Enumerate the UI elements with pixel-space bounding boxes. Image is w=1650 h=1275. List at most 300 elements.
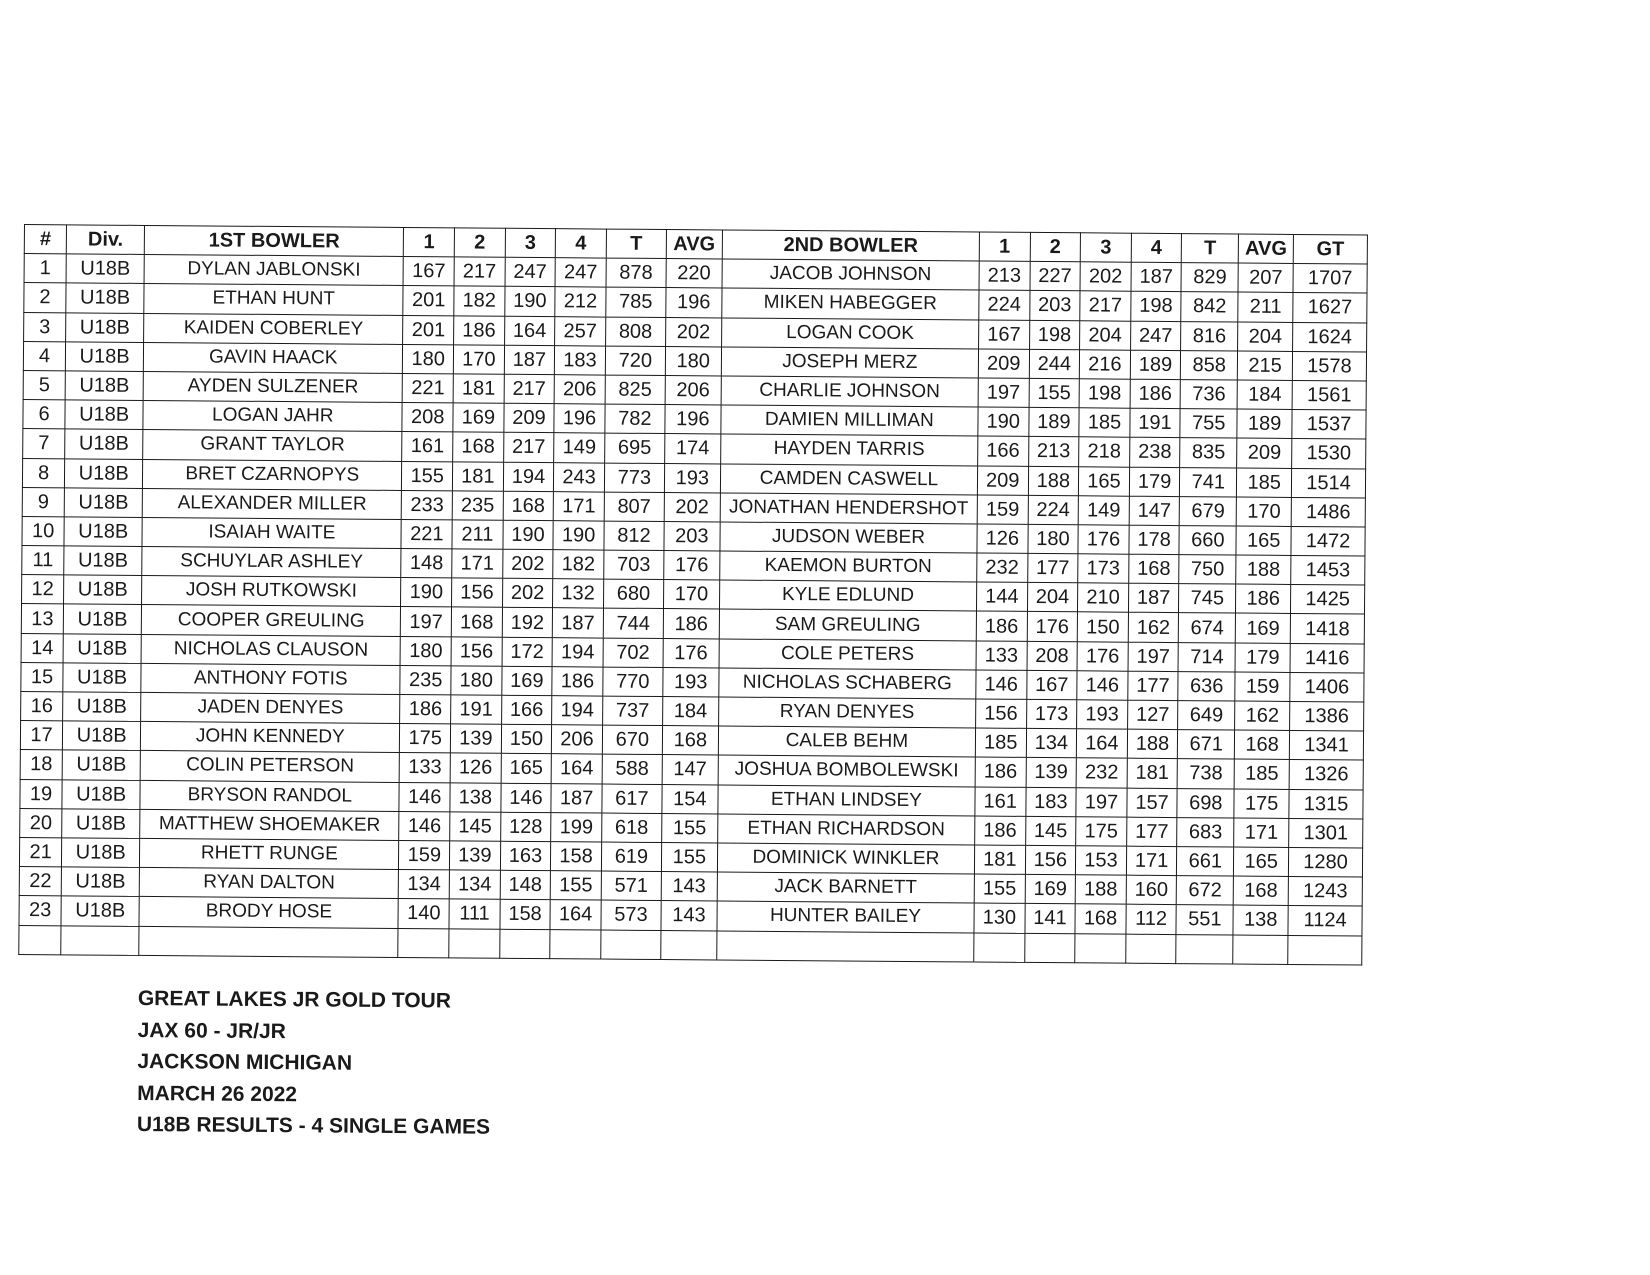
cell-game-2: 141 (1025, 904, 1076, 934)
cell-rank: 6 (23, 400, 65, 430)
cell-grand-total: 1627 (1293, 293, 1367, 323)
cell-game-4: 190 (553, 521, 604, 551)
cell-first-bowler: JOSH RUTKOWSKI (142, 576, 402, 607)
cell-total: 670 (602, 725, 662, 755)
cell-game-1: 134 (399, 870, 450, 900)
cell-division: U18B (62, 809, 140, 839)
cell-rank: 21 (19, 837, 61, 867)
cell-first-bowler: MATTHEW SHOEMAKER (140, 809, 400, 840)
cell-second-bowler: HAYDEN TARRIS (720, 434, 977, 465)
cell-game-1: 155 (974, 874, 1025, 904)
cell-game-3: 198 (1079, 379, 1130, 409)
cell-game-2: 168 (453, 432, 504, 462)
header-game-2-b2: 2 (1030, 232, 1081, 262)
cell-first-bowler: BRYSON RANDOL (140, 780, 400, 811)
cell-game-4: 187 (553, 608, 604, 638)
cell-game-4: 212 (555, 287, 606, 317)
cell-game-2: 217 (454, 257, 505, 287)
cell-game-2: 111 (449, 899, 500, 929)
cell-first-bowler: DYLAN JABLONSKI (144, 255, 404, 286)
cell-game-1: 146 (399, 782, 450, 812)
event-info (137, 983, 491, 1143)
cell-total: 702 (603, 638, 663, 668)
cell-game-3: 150 (1077, 612, 1128, 642)
cell-first-bowler: AYDEN SULZENER (143, 371, 403, 402)
cell-game-4: 178 (1129, 525, 1180, 555)
cell-first-bowler: ALEXANDER MILLER (142, 488, 402, 519)
empty-cell (1024, 933, 1075, 962)
cell-average: 180 (665, 346, 721, 376)
cell-total: 808 (605, 317, 665, 347)
cell-game-4: 181 (1127, 759, 1178, 789)
cell-grand-total: 1315 (1289, 789, 1363, 819)
cell-game-4: 132 (553, 579, 604, 609)
cell-division: U18B (66, 312, 144, 342)
cell-average: 170 (1236, 497, 1291, 527)
cell-game-3: 164 (1077, 729, 1128, 759)
cell-average: 143 (661, 872, 717, 902)
cell-game-4: 157 (1127, 788, 1178, 818)
cell-game-2: 244 (1029, 349, 1080, 379)
cell-game-3: 158 (500, 900, 551, 930)
cell-game-2: 180 (1028, 524, 1079, 554)
cell-game-3: 232 (1076, 758, 1127, 788)
empty-cell (19, 925, 61, 954)
empty-cell (1125, 934, 1176, 963)
cell-game-4: 182 (553, 550, 604, 580)
cell-total: 660 (1179, 525, 1236, 555)
cell-game-1: 156 (976, 699, 1027, 729)
cell-game-3: 173 (1078, 554, 1129, 584)
cell-game-4: 155 (550, 871, 601, 901)
cell-average: 196 (666, 288, 722, 318)
cell-first-bowler: JADEN DENYES (141, 692, 401, 723)
cell-game-4: 112 (1126, 904, 1177, 934)
cell-division: U18B (63, 633, 141, 663)
cell-game-1: 190 (978, 407, 1029, 437)
cell-average: 176 (663, 638, 719, 668)
cell-game-3: 216 (1079, 350, 1130, 380)
cell-total: 618 (602, 813, 662, 843)
cell-first-bowler: ANTHONY FOTIS (141, 663, 401, 694)
cell-rank: 4 (23, 341, 65, 371)
cell-total: 636 (1178, 671, 1235, 701)
cell-grand-total: 1301 (1289, 818, 1363, 848)
cell-game-3: 194 (503, 462, 554, 492)
cell-grand-total: 1280 (1289, 847, 1363, 877)
header-game-3-b2: 3 (1080, 233, 1131, 263)
cell-game-3: 176 (1077, 641, 1128, 671)
cell-game-3: 209 (504, 403, 555, 433)
cell-game-2: 180 (451, 666, 502, 696)
header-game-1-b2: 1 (979, 232, 1030, 262)
cell-game-3: 168 (503, 491, 554, 521)
cell-game-1: 233 (402, 490, 453, 520)
cell-grand-total: 1406 (1290, 672, 1364, 702)
cell-game-4: 187 (1131, 262, 1182, 292)
cell-total: 741 (1180, 467, 1237, 497)
cell-game-2: 177 (1027, 553, 1078, 583)
cell-total: 770 (603, 667, 663, 697)
header-game-4: 4 (556, 229, 607, 259)
cell-total: 736 (1180, 380, 1237, 410)
cell-game-1: 209 (978, 349, 1029, 379)
cell-game-3: 165 (501, 754, 552, 784)
cell-total: 750 (1179, 555, 1236, 585)
cell-average: 170 (663, 580, 719, 610)
cell-second-bowler: ETHAN LINDSEY (718, 785, 975, 816)
cell-second-bowler: CHARLIE JOHNSON (721, 376, 978, 407)
table-body (19, 254, 1367, 965)
cell-game-1: 146 (399, 811, 450, 841)
cell-game-4: 171 (553, 491, 604, 521)
cell-game-1: 186 (975, 816, 1026, 846)
cell-game-3: 202 (502, 549, 553, 579)
cell-game-2: 183 (1025, 787, 1076, 817)
cell-grand-total: 1386 (1290, 701, 1364, 731)
empty-cell (974, 932, 1025, 961)
cell-grand-total: 1514 (1291, 468, 1365, 498)
cell-game-3: 185 (1079, 408, 1130, 438)
cell-average: 155 (662, 813, 718, 843)
cell-total: 825 (605, 375, 665, 405)
cell-game-1: 209 (977, 465, 1028, 495)
cell-game-1: 180 (401, 636, 452, 666)
cell-game-1: 190 (401, 578, 452, 608)
header-first-bowler: 1ST BOWLER (144, 225, 404, 256)
cell-game-2: 139 (1026, 758, 1077, 788)
cell-game-3: 150 (501, 724, 552, 754)
cell-game-3: 192 (502, 608, 553, 638)
cell-game-4: 194 (552, 637, 603, 667)
cell-rank: 22 (19, 867, 61, 897)
empty-cell (1075, 933, 1126, 962)
cell-game-2: 126 (450, 753, 501, 783)
header-second-bowler: 2ND BOWLER (722, 230, 979, 261)
cell-game-2: 182 (454, 286, 505, 316)
cell-game-1: 197 (401, 607, 452, 637)
cell-average: 202 (664, 492, 720, 522)
cell-game-4: 243 (554, 462, 605, 492)
cell-average: 220 (666, 259, 722, 289)
cell-game-4: 164 (550, 900, 601, 930)
cell-game-2: 204 (1027, 583, 1078, 613)
cell-game-3: 153 (1076, 846, 1127, 876)
cell-rank: 12 (22, 575, 64, 605)
cell-game-2: 181 (453, 374, 504, 404)
cell-division: U18B (65, 400, 143, 430)
cell-game-2: 181 (452, 461, 503, 491)
cell-average: 193 (663, 667, 719, 697)
header-game-1: 1 (404, 227, 455, 257)
cell-second-bowler: JUDSON WEBER (720, 522, 977, 553)
cell-game-4: 127 (1127, 700, 1178, 730)
cell-average: 143 (661, 901, 717, 931)
cell-average: 204 (1238, 322, 1293, 352)
cell-second-bowler: RYAN DENYES (718, 697, 975, 728)
cell-second-bowler: MIKEN HABEGGER (722, 288, 979, 319)
cell-average: 159 (1235, 672, 1290, 702)
cell-grand-total: 1578 (1292, 351, 1366, 381)
cell-total: 738 (1177, 759, 1234, 789)
cell-game-2: 155 (1029, 378, 1080, 408)
cell-division: U18B (65, 458, 143, 488)
cell-division: U18B (66, 283, 144, 313)
cell-first-bowler: GRANT TAYLOR (143, 430, 403, 461)
cell-game-4: 196 (554, 404, 605, 434)
cell-game-4: 206 (552, 725, 603, 755)
cell-game-1: 201 (403, 315, 454, 345)
cell-game-2: 167 (1026, 670, 1077, 700)
cell-game-4: 238 (1129, 438, 1180, 468)
cell-grand-total: 1418 (1290, 614, 1364, 644)
cell-game-3: 217 (503, 433, 554, 463)
header-game-3: 3 (505, 228, 556, 258)
cell-total: 674 (1179, 613, 1236, 643)
cell-game-4: 158 (551, 842, 602, 872)
cell-game-3: 202 (1080, 262, 1131, 292)
cell-game-2: 171 (452, 549, 503, 579)
cell-grand-total: 1425 (1291, 585, 1365, 615)
cell-game-3: 202 (502, 579, 553, 609)
cell-game-3: 217 (504, 374, 555, 404)
cell-game-1: 155 (402, 461, 453, 491)
cell-second-bowler: JONATHAN HENDERSHOT (720, 493, 977, 524)
empty-cell (1176, 934, 1233, 963)
cell-game-2: 145 (450, 812, 501, 842)
cell-total: 835 (1180, 438, 1237, 468)
cell-game-3: 149 (1078, 495, 1129, 525)
cell-rank: 17 (20, 721, 62, 751)
cell-total: 683 (1177, 817, 1234, 847)
cell-game-4: 168 (1128, 554, 1179, 584)
cell-total: 661 (1177, 847, 1234, 877)
cell-game-4: 160 (1126, 875, 1177, 905)
cell-game-1: 235 (400, 665, 451, 695)
cell-total: 745 (1179, 584, 1236, 614)
cell-total: 737 (602, 696, 662, 726)
cell-grand-total: 1341 (1289, 731, 1363, 761)
cell-game-4: 179 (1129, 467, 1180, 497)
cell-game-3: 210 (1078, 583, 1129, 613)
cell-second-bowler: JOSEPH MERZ (721, 347, 978, 378)
cell-rank: 3 (24, 312, 66, 342)
cell-grand-total: 1326 (1289, 760, 1363, 790)
cell-game-2: 145 (1025, 816, 1076, 846)
cell-total: 695 (604, 433, 664, 463)
cell-game-2: 156 (1025, 845, 1076, 875)
cell-game-3: 190 (503, 520, 554, 550)
cell-grand-total: 1453 (1291, 556, 1365, 586)
cell-average: 165 (1234, 847, 1289, 877)
cell-grand-total: 1707 (1293, 264, 1367, 294)
header-total: T (606, 229, 666, 259)
empty-cell (1288, 935, 1362, 965)
cell-game-4: 186 (1130, 379, 1181, 409)
cell-total: 816 (1181, 321, 1238, 351)
cell-game-4: 177 (1126, 817, 1177, 847)
empty-cell (499, 929, 550, 958)
cell-second-bowler: COLE PETERS (719, 639, 976, 670)
cell-game-1: 126 (977, 524, 1028, 554)
cell-game-4: 197 (1128, 642, 1179, 672)
cell-average: 168 (1235, 730, 1290, 760)
cell-game-2: 191 (451, 695, 502, 725)
cell-total: 807 (604, 492, 664, 522)
cell-total: 744 (603, 608, 663, 638)
cell-average: 211 (1238, 292, 1293, 322)
header-average: AVG (666, 230, 722, 260)
cell-total: 812 (604, 521, 664, 551)
cell-average: 215 (1238, 351, 1293, 381)
cell-division: U18B (62, 750, 140, 780)
cell-first-bowler: JOHN KENNEDY (141, 722, 401, 753)
cell-game-4: 177 (1128, 671, 1179, 701)
cell-rank: 18 (20, 750, 62, 780)
cell-game-1: 181 (974, 845, 1025, 875)
cell-game-2: 198 (1029, 320, 1080, 350)
cell-first-bowler: BRET CZARNOPYS (143, 459, 403, 490)
cell-game-2: 186 (454, 315, 505, 345)
cell-first-bowler: RHETT RUNGE (140, 838, 400, 869)
cell-rank: 8 (22, 458, 64, 488)
cell-game-1: 167 (403, 257, 454, 287)
cell-average: 138 (1233, 905, 1288, 935)
cell-game-3: 165 (1079, 466, 1130, 496)
empty-cell (398, 928, 449, 957)
cell-division: U18B (63, 692, 141, 722)
results-table (18, 224, 1368, 965)
cell-game-1: 186 (976, 611, 1027, 641)
cell-game-3: 128 (500, 812, 551, 842)
cell-rank: 15 (21, 662, 63, 692)
cell-division: U18B (62, 779, 140, 809)
cell-total: 698 (1177, 788, 1234, 818)
cell-average: 154 (662, 784, 718, 814)
cell-second-bowler: ETHAN RICHARDSON (717, 814, 974, 845)
header-game-4-b2: 4 (1131, 233, 1182, 263)
cell-game-3: 168 (1075, 904, 1126, 934)
cell-game-1: 221 (401, 519, 452, 549)
cell-total: 649 (1178, 701, 1235, 731)
cell-first-bowler: KAIDEN COBERLEY (144, 313, 404, 344)
cell-average: 171 (1234, 818, 1289, 848)
cell-average: 185 (1234, 759, 1289, 789)
cell-game-1: 161 (402, 432, 453, 462)
cell-grand-total: 1530 (1292, 439, 1366, 469)
cell-game-1: 161 (975, 787, 1026, 817)
cell-game-3: 247 (505, 257, 556, 287)
cell-second-bowler: JOSHUA BOMBOLEWSKI (718, 755, 975, 786)
cell-total: 720 (605, 346, 665, 376)
cell-game-2: 189 (1028, 408, 1079, 438)
cell-game-2: 156 (452, 578, 503, 608)
cell-game-4: 162 (1128, 613, 1179, 643)
cell-game-3: 188 (1075, 875, 1126, 905)
event-title: GREAT LAKES JR GOLD TOUR (137, 986, 452, 1013)
cell-game-2: 169 (1025, 875, 1076, 905)
cell-total: 571 (601, 871, 661, 901)
cell-division: U18B (65, 371, 143, 401)
cell-game-1: 213 (979, 261, 1030, 291)
cell-game-2: 176 (1027, 612, 1078, 642)
cell-game-1: 221 (403, 373, 454, 403)
cell-game-1: 224 (979, 290, 1030, 320)
cell-total: 773 (604, 463, 664, 493)
cell-total: 858 (1181, 350, 1238, 380)
cell-game-3: 164 (504, 316, 555, 346)
cell-average: 184 (663, 697, 719, 727)
cell-game-1: 201 (403, 286, 454, 316)
cell-game-2: 139 (450, 841, 501, 871)
cell-grand-total: 1124 (1288, 906, 1362, 936)
cell-second-bowler: KAEMON BURTON (720, 551, 977, 582)
cell-grand-total: 1472 (1291, 526, 1365, 556)
cell-average: 202 (665, 317, 721, 347)
cell-division: U18B (63, 721, 141, 751)
cell-game-4: 171 (1126, 846, 1177, 876)
cell-game-4: 191 (1130, 408, 1181, 438)
header-grand-total: GT (1293, 234, 1367, 264)
cell-total: 829 (1181, 263, 1238, 293)
cell-game-4: 188 (1127, 729, 1178, 759)
cell-rank: 9 (22, 487, 64, 517)
cell-average: 162 (1235, 701, 1290, 731)
cell-total: 680 (603, 579, 663, 609)
cell-rank: 16 (21, 691, 63, 721)
cell-second-bowler: NICHOLAS SCHABERG (719, 668, 976, 699)
cell-rank: 2 (24, 283, 66, 313)
cell-game-2: 134 (449, 870, 500, 900)
cell-game-1: 159 (399, 840, 450, 870)
cell-game-3: 148 (500, 870, 551, 900)
cell-game-2: 235 (452, 491, 503, 521)
cell-game-3: 187 (504, 345, 555, 375)
cell-second-bowler: LOGAN COOK (721, 318, 978, 349)
cell-game-1: 180 (403, 344, 454, 374)
cell-game-4: 189 (1130, 350, 1181, 380)
cell-game-3: 166 (501, 695, 552, 725)
cell-game-2: 170 (453, 345, 504, 375)
cell-grand-total: 1416 (1290, 643, 1364, 673)
cell-game-2: 211 (452, 520, 503, 550)
cell-total: 671 (1178, 730, 1235, 760)
cell-game-2: 213 (1028, 437, 1079, 467)
cell-game-4: 199 (551, 812, 602, 842)
cell-first-bowler: ISAIAH WAITE (142, 517, 402, 548)
cell-game-3: 169 (501, 666, 552, 696)
empty-cell (449, 928, 500, 957)
cell-game-2: 169 (453, 403, 504, 433)
cell-rank: 20 (20, 808, 62, 838)
cell-second-bowler: SAM GREULING (719, 609, 976, 640)
cell-total: 588 (602, 754, 662, 784)
cell-average: 168 (1233, 876, 1288, 906)
cell-grand-total: 1624 (1293, 322, 1367, 352)
cell-game-2: 227 (1030, 262, 1081, 292)
cell-rank: 7 (23, 429, 65, 459)
header-average-b2: AVG (1239, 234, 1294, 264)
cell-division: U18B (61, 867, 139, 897)
cell-second-bowler: DOMINICK WINKLER (717, 843, 974, 874)
cell-rank: 23 (19, 896, 61, 926)
empty-cell (139, 926, 399, 957)
cell-rank: 19 (20, 779, 62, 809)
cell-division: U18B (64, 488, 142, 518)
cell-game-1: 146 (976, 670, 1027, 700)
cell-game-1: 186 (400, 694, 451, 724)
cell-average: 147 (662, 755, 718, 785)
